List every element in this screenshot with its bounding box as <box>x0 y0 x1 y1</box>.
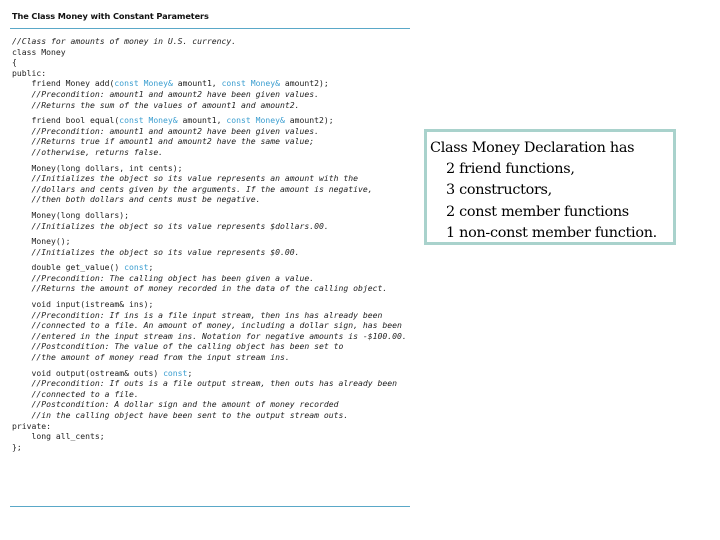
code-line <box>12 89 412 100</box>
code-line <box>12 47 412 58</box>
code-line <box>12 247 412 258</box>
code-line <box>12 310 412 321</box>
code-text: Money(long dollars); <box>12 209 129 220</box>
top-divider <box>10 28 410 29</box>
code-text: //entered in the input stream ins. Notation for negative amounts is -$100.00. <box>12 330 407 341</box>
code-line <box>12 173 412 184</box>
code-line <box>12 194 412 205</box>
code-text: private: <box>12 420 51 431</box>
code-text: { <box>12 57 17 68</box>
code-line <box>12 410 412 421</box>
code-line <box>12 273 412 284</box>
code-keyword: const Money& <box>226 115 285 126</box>
code-text: ; <box>148 262 154 273</box>
code-line <box>12 352 412 363</box>
code-text: //Initializes the object so its value represents an amount with the <box>12 173 358 184</box>
code-line <box>12 78 412 89</box>
code-text: //Precondition: If ins is a file input stream, then ins has already been <box>12 309 383 320</box>
code-text: //Class for amounts of money in U.S. currency. <box>12 36 237 46</box>
code-line <box>12 163 412 174</box>
code-line <box>12 136 412 147</box>
code-text: //Initializes the object so its value represents $0.00. <box>12 246 300 257</box>
code-text: //Returns true if amount1 and amount2 have the same value; <box>12 136 315 147</box>
code-text: //Initializes the object so its value represents $dollars.00. <box>12 220 329 231</box>
code-text: //Precondition: amount1 and amount2 have been given values. <box>12 125 319 136</box>
code-keyword: const <box>163 367 188 378</box>
code-line <box>12 262 412 273</box>
code-text: void input(istream& ins); <box>12 299 154 310</box>
code-text: amount2); <box>284 115 334 126</box>
code-line <box>12 341 412 352</box>
bottom-divider <box>10 506 410 507</box>
code-line <box>12 399 412 410</box>
code-text: void output(ostream& outs) <box>12 367 164 378</box>
code-line <box>12 331 412 342</box>
code-text: }; <box>12 441 22 452</box>
code-text: Money(); <box>12 236 71 247</box>
code-line <box>12 184 412 195</box>
code-line <box>12 431 412 442</box>
code-keyword: const Money& <box>221 78 281 89</box>
code-line <box>12 126 412 137</box>
code-text: public: <box>12 67 47 78</box>
code-keyword: const Money& <box>114 78 173 89</box>
code-line <box>12 368 412 379</box>
code-text: //Postcondition: A dollar sign and the amount of money recorded <box>12 399 339 410</box>
code-line <box>12 320 412 331</box>
code-text: friend bool equal( <box>12 115 120 126</box>
code-line <box>12 378 412 389</box>
code-text: //Precondition: amount1 and amount2 have been given values. <box>12 88 319 99</box>
code-text: ; <box>187 367 193 378</box>
callout-item-const: 2 const member functions <box>446 203 629 220</box>
code-text: //the amount of money read from the input stream ins. <box>12 352 290 363</box>
callout-item-constructors: 3 constructors, <box>446 182 552 199</box>
code-text: //otherwise, returns false. <box>12 146 164 157</box>
code-line <box>12 147 412 158</box>
code-text: //dollars and cents given by the arguments. If the amount is negative, <box>12 183 373 194</box>
code-text: //Precondition: If outs is a file output stream, then outs has already been <box>12 378 397 389</box>
code-text: Money(long dollars, int cents); <box>12 162 183 173</box>
code-line <box>12 299 412 310</box>
code-line <box>12 68 412 79</box>
code-line <box>12 57 412 68</box>
code-text: class Money <box>12 46 66 57</box>
summary-callout <box>424 129 676 245</box>
callout-item-friend: 2 friend functions, <box>446 161 575 178</box>
code-line <box>12 100 412 111</box>
callout-item-nonconst: 1 non-const member function. <box>446 224 657 241</box>
code-listing <box>12 36 412 452</box>
code-keyword: const Money& <box>119 115 178 126</box>
code-keyword: const <box>124 262 149 273</box>
code-line <box>12 421 412 432</box>
code-text: amount1, <box>172 78 222 89</box>
callout-heading: Class Money Declaration has <box>430 140 635 156</box>
code-line <box>12 236 412 247</box>
code-text: long all_cents; <box>12 431 105 442</box>
code-text: //connected to a file. An amount of money, including a dollar sign, has been <box>12 320 402 331</box>
code-line <box>12 283 412 294</box>
code-text: //connected to a file. <box>12 388 139 399</box>
code-line <box>12 442 412 453</box>
page-title: The Class Money with Constant Parameters <box>12 11 209 21</box>
code-text: double get_value() <box>12 262 125 273</box>
code-text: amount2); <box>280 78 329 89</box>
code-text: //Precondition: The calling object has been given a value. <box>12 272 315 283</box>
code-text: friend Money add( <box>12 78 115 89</box>
code-line <box>12 221 412 232</box>
code-line <box>12 210 412 221</box>
code-line <box>12 36 412 47</box>
code-line <box>12 115 412 126</box>
code-text: //Postcondition: The value of the calling object has been set to <box>12 341 344 352</box>
code-line <box>12 389 412 400</box>
code-text: //Returns the sum of the values of amount1 and amount2. <box>12 99 300 110</box>
code-text: amount1, <box>177 115 227 126</box>
code-text: //in the calling object have been sent to the output stream outs. <box>12 410 349 420</box>
code-text: //Returns the amount of money recorded in the data of the calling object. <box>12 283 388 294</box>
code-text: //then both dollars and cents must be negative. <box>12 194 261 205</box>
